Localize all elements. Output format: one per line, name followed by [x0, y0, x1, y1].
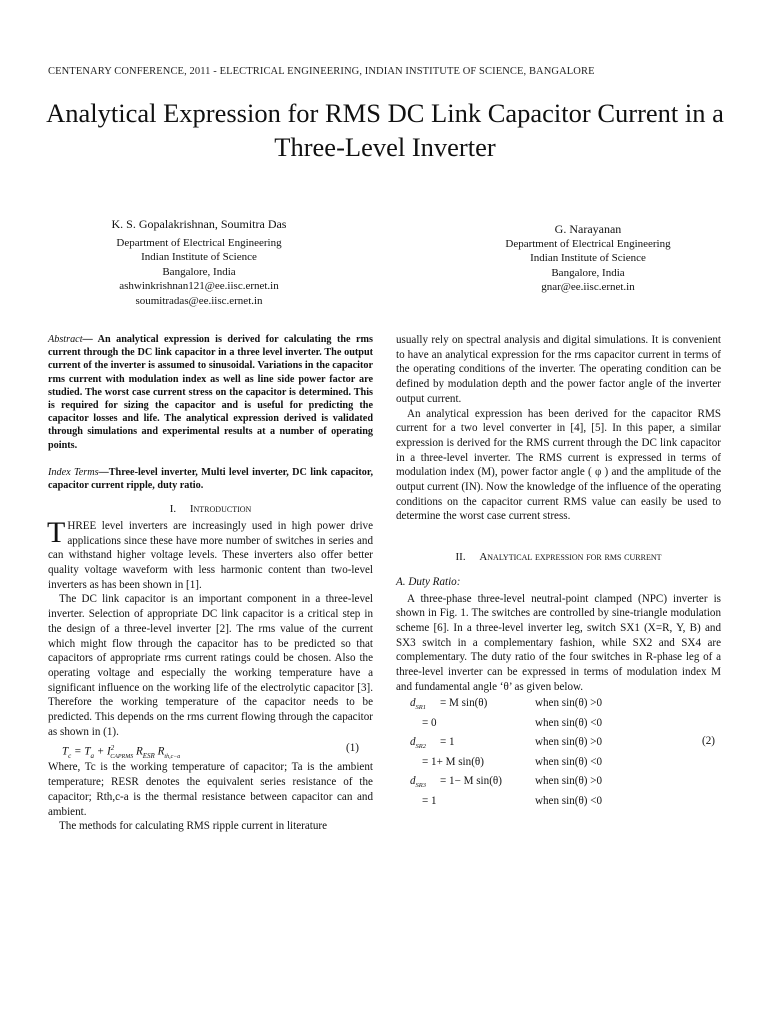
paper-title: Analytical Expression for RMS DC Link Capacitor Current in a Three-Level Inverter: [46, 98, 724, 162]
author-dept-right: Department of Electrical Engineering: [505, 237, 671, 250]
equation-2-row: [396, 774, 721, 794]
equation-2-lhs: $d_{SR1}$: [410, 697, 427, 712]
equation-2-row: [396, 794, 721, 814]
equation-2-row: [396, 696, 721, 716]
right-column: [396, 333, 721, 814]
equation-2-row: [396, 755, 721, 775]
author-dept-left: Department of Electrical Engineering: [116, 236, 282, 249]
equation-2-condition: when sin(θ) >0: [535, 697, 603, 710]
author-inst-right: Indian Institute of Science: [530, 252, 646, 264]
drop-cap: T: [47, 515, 66, 549]
conference-header: CENTENARY CONFERENCE, 2011 - ELECTRICAL ENGINEERING, INDIAN INSTITUTE OF SCIENCE, BANGALORE: [48, 66, 595, 77]
equation-1-number: (1): [346, 742, 359, 755]
equation-1: [48, 741, 373, 760]
equation-2-condition: when sin(θ) <0: [535, 794, 603, 807]
intro-paragraph-2: The DC link capacitor is an important component in a three-level inverter. Selection of appropriate DC link capacitor is a critical step in the design of a three-level inverter [2]. The rms value of the current which might flow through the capacitor has to be predicted so that capacitors of appropriate rms current ratings could be chosen. Also the operating voltage and especially the working temperature have a significant influence on the working life of the electrolytic capacitor [3]. Therefore the working temperature of the capacitor needs to be predicted. This depends on the rms current flowing through the capacitor as shown in (1).: [48, 593, 373, 738]
equation-2-number: (2): [702, 735, 715, 748]
right-paragraph-2: An analytical expression has been derived for the capacitor RMS current for a two level converter in [4], [5]. In this paper, a similar expression is derived for the RMS current through the DC link capacitor in a three-level inverter. The RMS current is expressed in terms of modulation index (M), power factor angle ( φ ) and the amplitude of the output current (IN). Now the knowledge of the influence of the operating conditions on the capacitor current RMS value can easily be used to determine the worst case current stress.: [396, 407, 721, 523]
author-names-right: G. Narayanan: [554, 222, 622, 236]
section-1-number: I.: [169, 503, 177, 516]
abstract-text: — An analytical expression is derived for calculating the rms current through the DC link capacitor in a three level inverter. The output current of the inverter is assumed to sinusoidal. Variations in the capacitor rms current with modulation index as well as line side power factor are studied. The worst case current stress on the capacitor is determined. This is required for sizing the capacitor and is useful for predicting the capacitor losses and life. The analytical expression derived is validated through simulations and experimental results at a number of operating points.: [48, 334, 373, 451]
author-block-left: [60, 217, 338, 308]
equation-2-condition: when sin(θ) >0: [535, 775, 603, 788]
subsection-a-heading: A. Duty Ratio:: [396, 575, 461, 588]
section-2-paragraph-1: A three-phase three-level neutral-point clamped (NPC) inverter is shown in Fig. 1. The switches are controlled by sine-triangle modulation scheme [6]. In a three-level inverter leg, switch SX1 (X=R, Y, B) and SX3 switch in a complementary fashion, while SX2 and SX4 are complementary. The duty ratio of the four switches in R-phase leg of a three-level inverter can be expressed in terms of modulation index M and fundamental angle ‘θ’ as given below.: [396, 592, 721, 693]
equation-2-rows: [396, 696, 721, 813]
abstract: [48, 333, 373, 452]
section-1-heading: [48, 502, 373, 517]
intro-paragraph-3: Where, Tc is the working temperature of capacitor; Ta is the ambient temperature; RESR denotes the equivalent series resistance of the capacitor; Rth,c-a is the thermal resistance between capacitor can and ambient.: [48, 761, 373, 818]
author-names-left: K. S. Gopalakrishnan, Soumitra Das: [111, 217, 287, 231]
index-terms-text: —Three-level inverter, Multi level inverter, DC link capacitor, capacitor current ripple, duty ratio.: [48, 466, 373, 492]
author-email-2: soumitradas@ee.iisc.ernet.in: [135, 294, 263, 307]
index-terms: [48, 466, 373, 492]
equation-2-rhs: = 1: [440, 736, 455, 749]
intro-p1-text: HREE level inverters are increasingly used in high power drive applications since these have more number of switches in series and can withstand higher voltage levels. These inverters also offer better quality voltage waveform with less harmonic content than two-level inverters as has been shown in [1].: [48, 519, 373, 591]
equation-2-row: [396, 735, 721, 755]
equation-2: [396, 696, 721, 814]
abstract-label: Abstract: [48, 334, 83, 345]
section-2-number: II.: [455, 551, 466, 564]
equation-2-lhs: $d_{SR3}$: [410, 775, 427, 790]
left-column: [48, 333, 373, 834]
author-city-left: Bangalore, India: [162, 265, 236, 278]
author-email-1: ashwinkrishnan121@ee.iisc.ernet.in: [119, 280, 279, 292]
intro-paragraph-1: [47, 515, 373, 593]
equation-2-condition: when sin(θ) <0: [535, 716, 603, 729]
section-2-title: Analytical expression for rms current: [479, 551, 662, 564]
equation-2-rhs: = 1− M sin(θ): [440, 775, 502, 788]
equation-1-expression: $T_c = T_a + I^2_{CAPRMS}$ $R_{ESR}$ $R_{th,c-a}$: [62, 744, 181, 761]
author-city-right: Bangalore, India: [551, 266, 625, 279]
right-paragraph-1: usually rely on spectral analysis and digital simulations. It is convenient to have an analytical expression for the rms capacitor current in terms of the operating conditions of the inverter. The operating condition can be defined by modulation depth and the power factor angle of the inverter output current.: [396, 334, 721, 405]
section-2-heading: [396, 550, 721, 565]
equation-2-rhs: = M sin(θ): [440, 697, 488, 710]
section-1-title: Introduction: [189, 503, 252, 516]
equation-2-condition: when sin(θ) >0: [535, 736, 603, 749]
equation-2-rhs: = 0: [422, 716, 437, 729]
equation-2-condition: when sin(θ) <0: [535, 755, 603, 768]
equation-2-lhs: $d_{SR2}$: [410, 736, 427, 751]
equation-2-row: [396, 716, 721, 736]
author-email-right: gnar@ee.iisc.ernet.in: [541, 281, 635, 293]
index-terms-label: Index Terms: [48, 466, 99, 478]
author-inst-left: Indian Institute of Science: [141, 251, 257, 263]
equation-2-rhs: = 1: [422, 794, 437, 807]
author-block-right: [458, 222, 718, 295]
intro-paragraph-4: The methods for calculating RMS ripple current in literature: [59, 820, 328, 833]
equation-2-rhs: = 1+ M sin(θ): [422, 755, 484, 768]
